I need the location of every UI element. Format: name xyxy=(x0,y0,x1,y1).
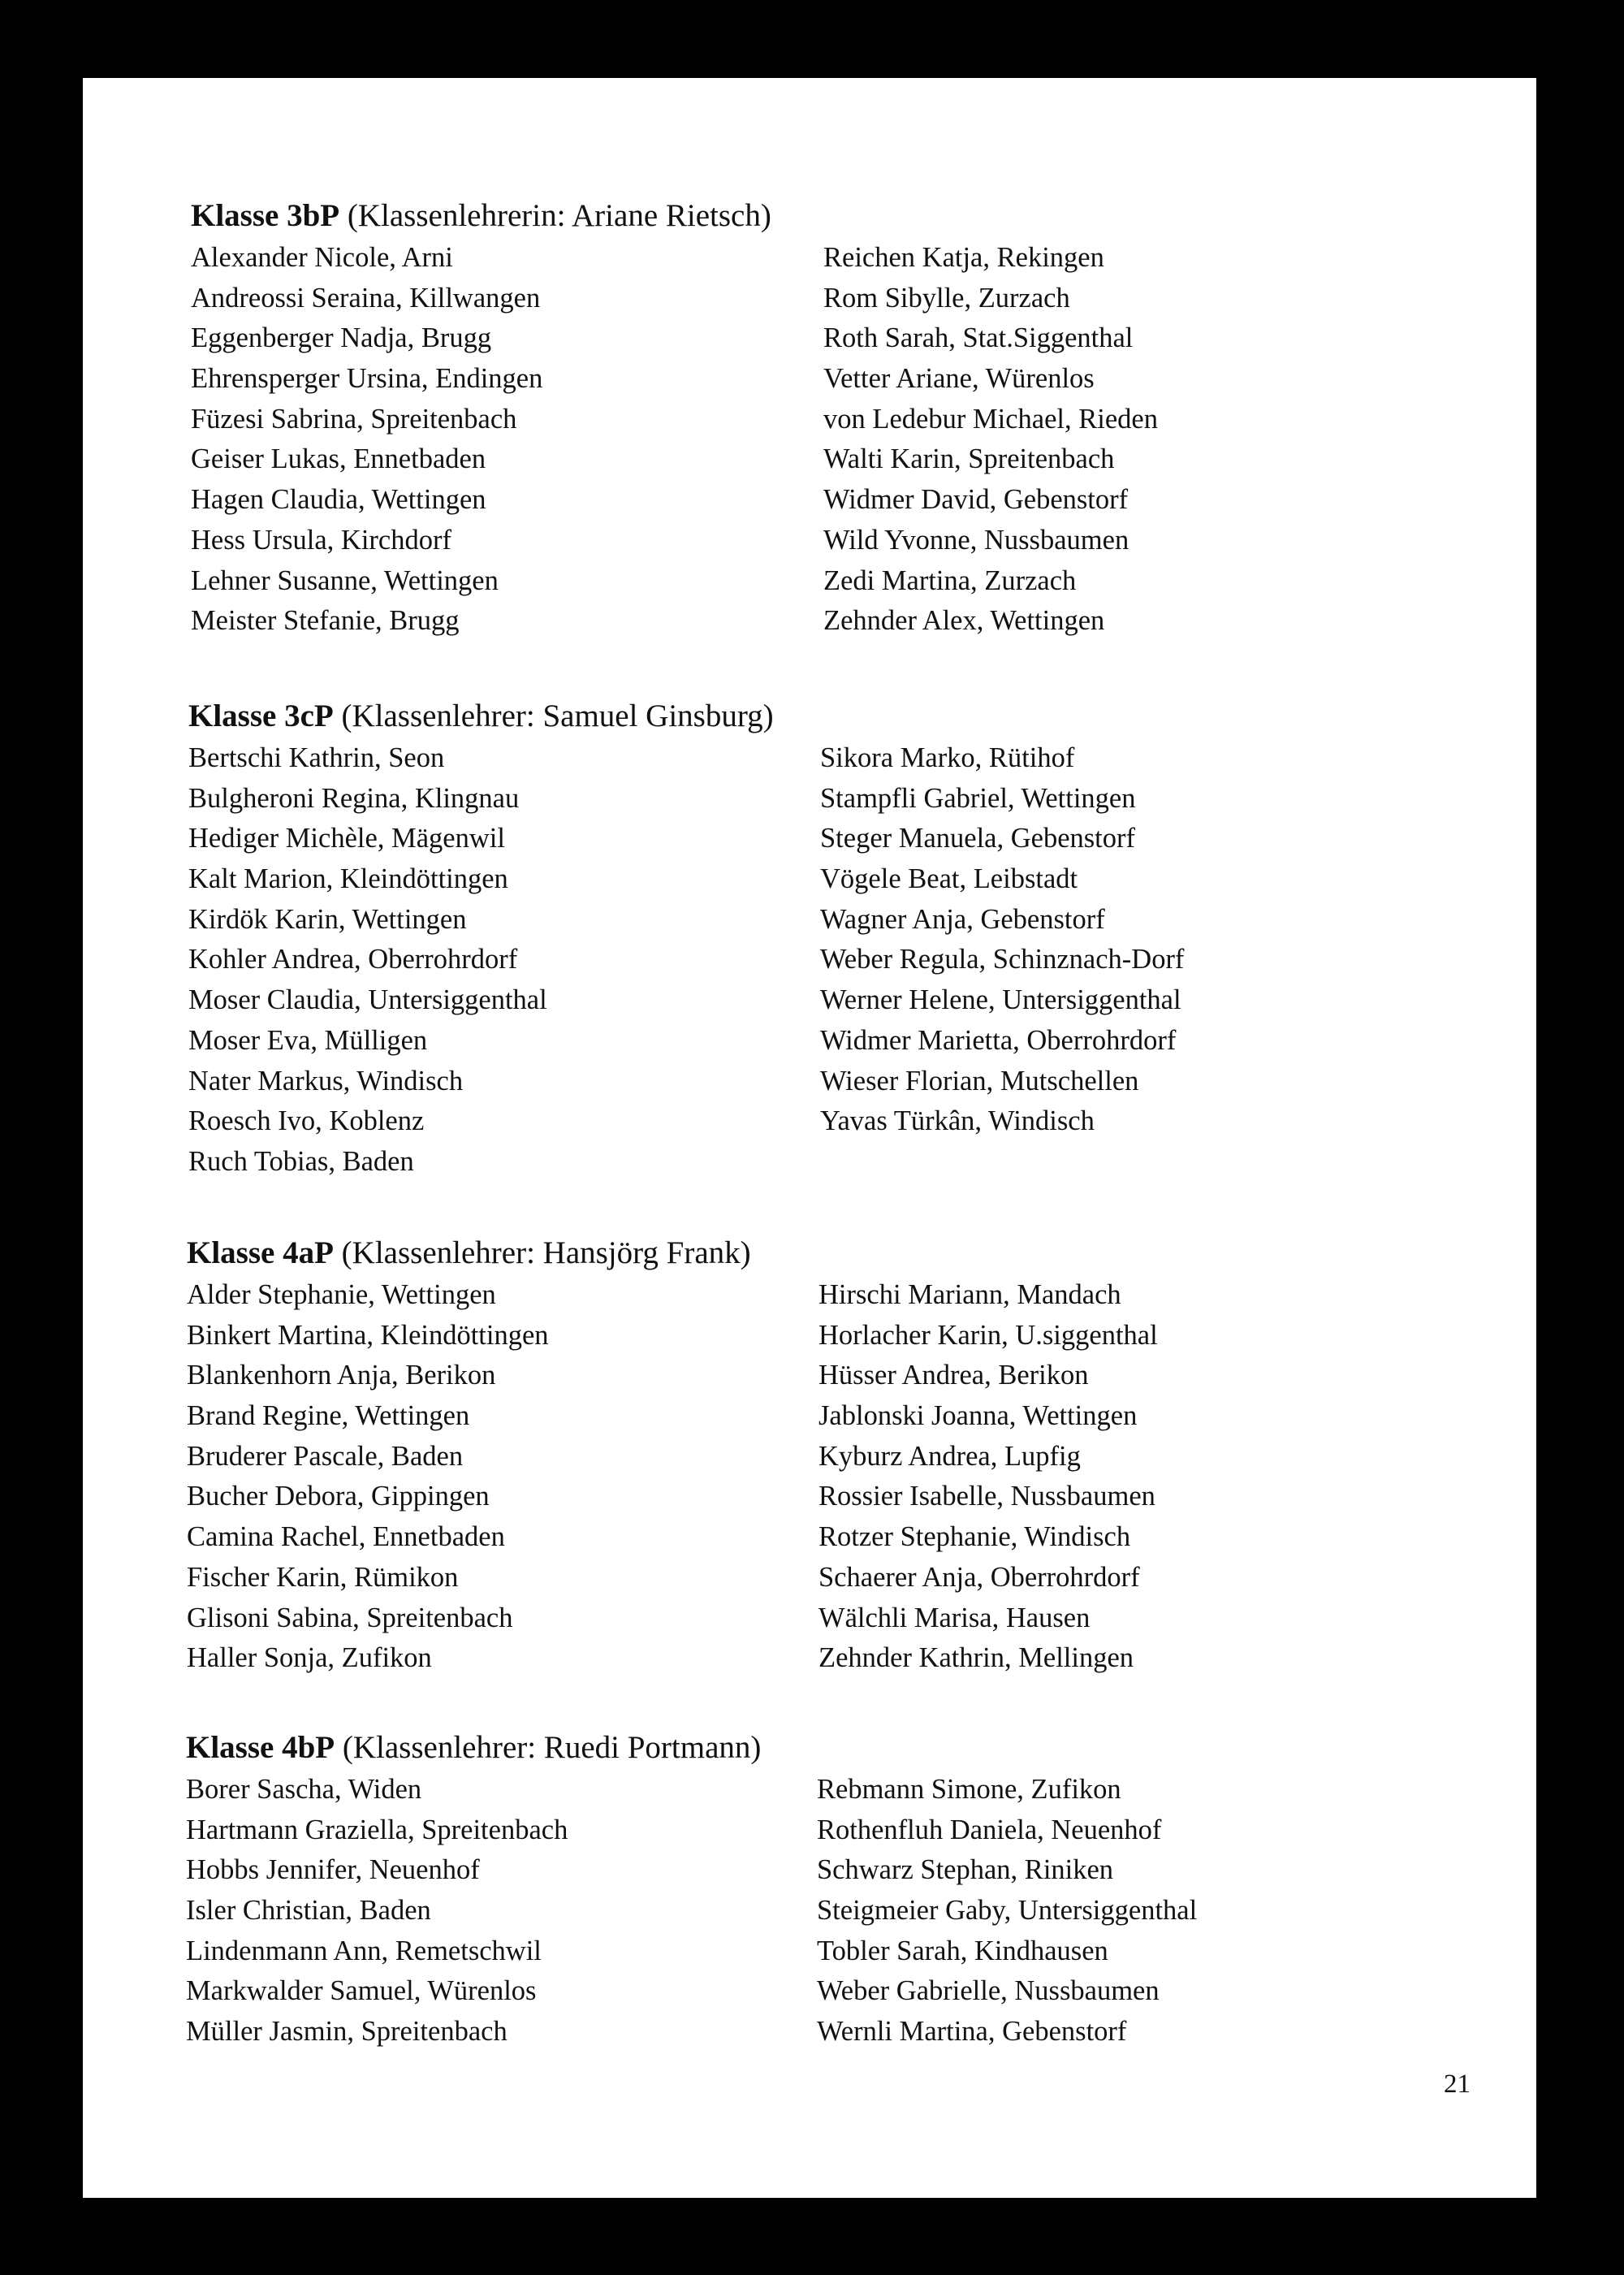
student-entry: Eggenberger Nadja, Brugg xyxy=(191,322,492,354)
student-entry: Brand Regine, Wettingen xyxy=(187,1400,470,1432)
student-entry: Jablonski Joanna, Wettingen xyxy=(818,1400,1138,1432)
student-entry: Fischer Karin, Rümikon xyxy=(187,1561,459,1593)
class-name: Klasse 4aP xyxy=(187,1235,334,1270)
student-entry: Tobler Sarah, Kindhausen xyxy=(817,1935,1108,1966)
student-entry: Kirdök Karin, Wettingen xyxy=(188,903,467,935)
student-entry: Rebmann Simone, Zufikon xyxy=(817,1774,1121,1805)
student-entry: Bertschi Kathrin, Seon xyxy=(188,742,445,773)
student-entry: Wagner Anja, Gebenstorf xyxy=(820,903,1105,935)
student-entry: Markwalder Samuel, Würenlos xyxy=(186,1975,537,2007)
student-entry: Walti Karin, Spreitenbach xyxy=(823,443,1115,475)
student-entry: Zehnder Alex, Wettingen xyxy=(823,605,1105,637)
student-entry: Wernli Martina, Gebenstorf xyxy=(817,2016,1127,2048)
student-entry: Zedi Martina, Zurzach xyxy=(823,564,1077,596)
page-number: 21 xyxy=(1444,2070,1471,2099)
student-entry: Hess Ursula, Kirchdorf xyxy=(191,524,451,556)
student-entry: Roesch Ivo, Koblenz xyxy=(188,1105,425,1137)
class-name: Klasse 3bP xyxy=(191,198,340,233)
student-entry: Roth Sarah, Stat.Siggenthal xyxy=(823,322,1134,354)
student-entry: Weber Regula, Schinznach-Dorf xyxy=(820,944,1185,975)
student-entry: Sikora Marko, Rütihof xyxy=(820,742,1075,773)
student-entry: Hartmann Graziella, Spreitenbach xyxy=(186,1814,568,1845)
student-entry: Steigmeier Gaby, Untersiggenthal xyxy=(817,1895,1198,1927)
section-heading xyxy=(191,196,771,236)
student-entry: Wälchli Marisa, Hausen xyxy=(818,1602,1091,1633)
student-entry: Yavas Türkân, Windisch xyxy=(820,1105,1095,1137)
class-teacher: (Klassenlehrer: Hansjörg Frank) xyxy=(341,1235,751,1270)
student-entry: Zehnder Kathrin, Mellingen xyxy=(818,1642,1134,1674)
student-column-left xyxy=(188,738,547,1183)
student-entry: Vögele Beat, Leibstadt xyxy=(820,863,1078,895)
student-entry: Moser Claudia, Untersiggenthal xyxy=(188,984,547,1016)
section-heading xyxy=(188,696,774,737)
student-entry: Rothenfluh Daniela, Neuenhof xyxy=(817,1814,1162,1845)
class-teacher: (Klassenlehrer: Ruedi Portmann) xyxy=(342,1730,762,1765)
student-entry: Weber Gabrielle, Nussbaumen xyxy=(817,1975,1160,2007)
student-entry: Hediger Michèle, Mägenwil xyxy=(188,823,505,854)
student-column-right xyxy=(823,238,1158,642)
student-entry: Lindenmann Ann, Remetschwil xyxy=(186,1935,542,1966)
student-entry: Borer Sascha, Widen xyxy=(186,1774,422,1805)
student-entry: Glisoni Sabina, Spreitenbach xyxy=(187,1602,513,1633)
student-column-left xyxy=(187,1275,549,1679)
student-entry: Blankenhorn Anja, Berikon xyxy=(187,1360,496,1391)
student-entry: Ehrensperger Ursina, Endingen xyxy=(191,363,543,395)
student-entry: Steger Manuela, Gebenstorf xyxy=(820,823,1135,854)
student-entry: Widmer Marietta, Oberrohrdorf xyxy=(820,1024,1177,1056)
student-entry: Hüsser Andrea, Berikon xyxy=(818,1360,1089,1391)
class-name: Klasse 4bP xyxy=(186,1730,335,1765)
student-entry: Kyburz Andrea, Lupfig xyxy=(818,1440,1081,1472)
student-entry: von Ledebur Michael, Rieden xyxy=(823,403,1158,435)
student-column-right xyxy=(818,1275,1158,1679)
student-entry: Widmer David, Gebenstorf xyxy=(823,484,1129,516)
student-entry: Hirschi Mariann, Mandach xyxy=(818,1279,1121,1310)
student-entry: Hagen Claudia, Wettingen xyxy=(191,484,486,516)
student-entry: Geiser Lukas, Ennetbaden xyxy=(191,443,486,475)
student-entry: Bruderer Pascale, Baden xyxy=(187,1440,464,1472)
student-entry: Müller Jasmin, Spreitenbach xyxy=(186,2016,508,2048)
class-teacher: (Klassenlehrer: Samuel Ginsburg) xyxy=(341,699,774,733)
student-entry: Hobbs Jennifer, Neuenhof xyxy=(186,1854,480,1886)
student-entry: Bucher Debora, Gippingen xyxy=(187,1481,490,1512)
class-teacher: (Klassenlehrerin: Ariane Rietsch) xyxy=(347,198,771,233)
student-entry: Camina Rachel, Ennetbaden xyxy=(187,1521,505,1553)
student-entry: Nater Markus, Windisch xyxy=(188,1065,464,1096)
student-entry: Horlacher Karin, U.siggenthal xyxy=(818,1319,1158,1351)
student-entry: Werner Helene, Untersiggenthal xyxy=(820,984,1181,1016)
section-heading xyxy=(186,1728,761,1768)
student-entry: Lehner Susanne, Wettingen xyxy=(191,564,499,596)
document-page xyxy=(83,78,1536,2198)
student-entry: Stampfli Gabriel, Wettingen xyxy=(820,782,1136,814)
student-entry: Binkert Martina, Kleindöttingen xyxy=(187,1319,549,1351)
student-entry: Kalt Marion, Kleindöttingen xyxy=(188,863,508,895)
student-entry: Alder Stephanie, Wettingen xyxy=(187,1279,496,1310)
student-entry: Rotzer Stephanie, Windisch xyxy=(818,1521,1131,1553)
student-entry: Wild Yvonne, Nussbaumen xyxy=(823,524,1129,556)
student-column-left xyxy=(186,1770,568,2052)
student-entry: Alexander Nicole, Arni xyxy=(191,242,453,273)
student-entry: Rossier Isabelle, Nussbaumen xyxy=(818,1481,1155,1512)
student-column-right xyxy=(820,738,1184,1142)
section-heading xyxy=(187,1233,751,1274)
student-entry: Moser Eva, Mülligen xyxy=(188,1024,428,1056)
student-entry: Kohler Andrea, Oberrohrdorf xyxy=(188,944,518,975)
student-entry: Wieser Florian, Mutschellen xyxy=(820,1065,1139,1096)
class-name: Klasse 3cP xyxy=(188,699,334,733)
student-entry: Schaerer Anja, Oberrohrdorf xyxy=(818,1561,1140,1593)
student-entry: Ruch Tobias, Baden xyxy=(188,1145,414,1177)
student-entry: Füzesi Sabrina, Spreitenbach xyxy=(191,403,517,435)
student-entry: Isler Christian, Baden xyxy=(186,1895,431,1927)
student-entry: Meister Stefanie, Brugg xyxy=(191,605,460,637)
student-column-left xyxy=(191,238,542,642)
student-entry: Reichen Katja, Rekingen xyxy=(823,242,1104,273)
student-entry: Rom Sibylle, Zurzach xyxy=(823,282,1070,314)
student-entry: Schwarz Stephan, Riniken xyxy=(817,1854,1114,1886)
student-entry: Haller Sonja, Zufikon xyxy=(187,1642,432,1674)
student-entry: Bulgheroni Regina, Klingnau xyxy=(188,782,520,814)
student-entry: Andreossi Seraina, Killwangen xyxy=(191,282,541,314)
student-entry: Vetter Ariane, Würenlos xyxy=(823,363,1095,395)
student-column-right xyxy=(817,1770,1197,2052)
